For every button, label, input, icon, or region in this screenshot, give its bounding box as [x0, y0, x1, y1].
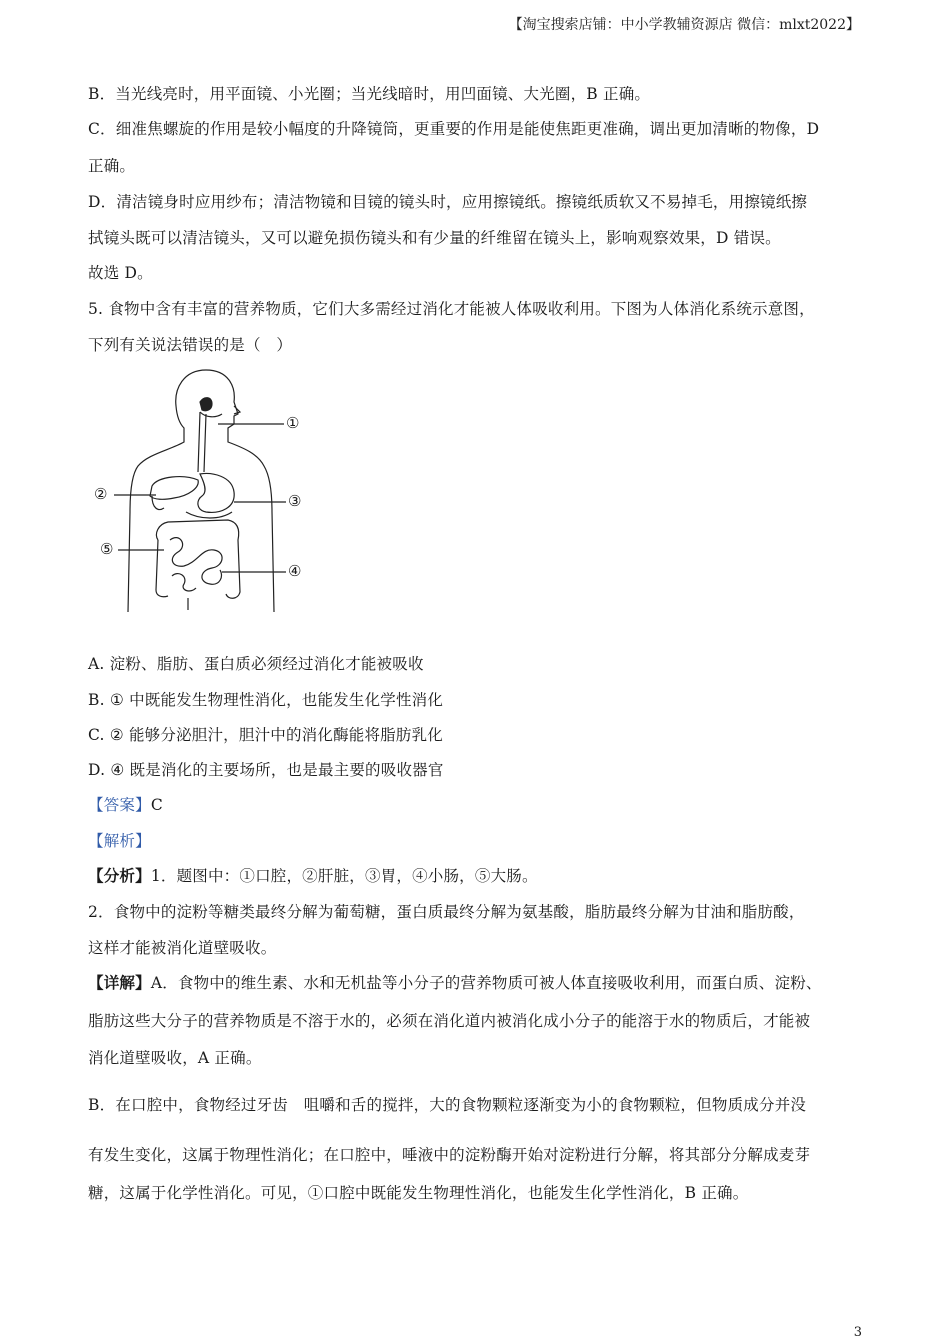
- detail-line3: 消化道壁吸收，A 正确。: [88, 1049, 262, 1067]
- detail-label: 【详解】: [88, 973, 151, 992]
- analysis-label: 【分析】: [88, 866, 151, 885]
- detail-line1: [88, 971, 822, 993]
- option-c: C. ② 能够分泌胆汁，胆汁中的消化酶能将脂肪乳化: [88, 726, 443, 744]
- figure-label-2: ②: [94, 485, 108, 503]
- option-b: B. ① 中既能发生物理性消化，也能发生化学性消化: [88, 691, 444, 709]
- detail-line4: B．在口腔中，食物经过牙齿 咀嚼和舌的搅拌，大的食物颗粒逐渐变为小的食物颗粒，但物质成分并没: [88, 1096, 807, 1114]
- analysis-line2: 2．食物中的淀粉等糖类最终分解为葡萄糖，蛋白质最终分解为氨基酸，脂肪最终分解为甘油和脂肪酸，: [88, 903, 805, 921]
- figure-label-3: ③: [288, 492, 302, 510]
- question-stem-line1: 5. 食物中含有丰富的营养物质，它们大多需经过消化才能被人体吸收利用。下图为人体消化系统示意图，: [88, 300, 815, 318]
- analysis-line3: 这样才能被消化道壁吸收。: [88, 939, 277, 957]
- question-stem-line2: 下列有关说法错误的是（ ）: [88, 336, 293, 354]
- answer-label: 【答案】: [88, 796, 151, 814]
- page-number: 3: [853, 1325, 862, 1340]
- analysis-text1: 1．题图中：①口腔，②肝脏，③胃，④小肠，⑤大肠。: [150, 867, 538, 885]
- analysis-line1: [88, 864, 538, 886]
- figure-label-5: ⑤: [100, 540, 114, 558]
- detail-line6: 糖，这属于化学性消化。可见，①口腔中既能发生物理性消化，也能发生化学性消化，B 正确。: [88, 1184, 749, 1202]
- prev-option-d-line2: 拭镜头既可以清洁镜头，又可以避免损伤镜头和有少量的纤维留在镜头上，影响观察效果，D 错误。: [88, 229, 781, 247]
- page-header: 【淘宝搜索店铺：中小学教辅资源店 微信：mlxt2022】: [508, 17, 860, 33]
- prev-option-c-line2: 正确。: [88, 157, 136, 175]
- figure-label-4: ④: [288, 562, 302, 580]
- detail-line2: 脂肪这些大分子的营养物质是不溶于水的，必须在消化道内被消化成小分子的能溶于水的物质后，才能被: [88, 1012, 811, 1030]
- detail-line5: 有发生变化，这属于物理性消化；在口腔中，唾液中的淀粉酶开始对淀粉进行分解，将其部分分解成麦芽: [88, 1146, 811, 1164]
- option-d: D. ④ 既是消化的主要场所，也是最主要的吸收器官: [88, 761, 444, 779]
- prev-option-d-line1: D．清洁镜身时应用纱布；清洁物镜和目镜的镜头时，应用擦镜纸。擦镜纸质软又不易掉毛，用擦镜纸擦: [88, 193, 808, 211]
- prev-option-c-line1: C．细准焦螺旋的作用是较小幅度的升降镜筒，更重要的作用是能使焦距更准确，调出更加清晰的物像，D: [88, 120, 820, 138]
- figure-label-1: ①: [286, 414, 300, 432]
- prev-choice: 故选 D。: [88, 264, 153, 282]
- prev-option-b: B．当光线亮时，用平面镜、小光圈；当光线暗时，用凹面镜、大光圈，B 正确。: [88, 85, 651, 103]
- digestive-system-diagram: [88, 362, 328, 617]
- detail-text-a1: A．食物中的维生素、水和无机盐等小分子的营养物质可被人体直接吸收利用，而蛋白质、淀粉、: [150, 974, 822, 992]
- option-a: A. 淀粉、脂肪、蛋白质必须经过消化才能被吸收: [88, 655, 424, 673]
- answer-value: C: [150, 796, 163, 814]
- analysis-heading: 【解析】: [88, 832, 151, 850]
- answer-line: [88, 793, 163, 815]
